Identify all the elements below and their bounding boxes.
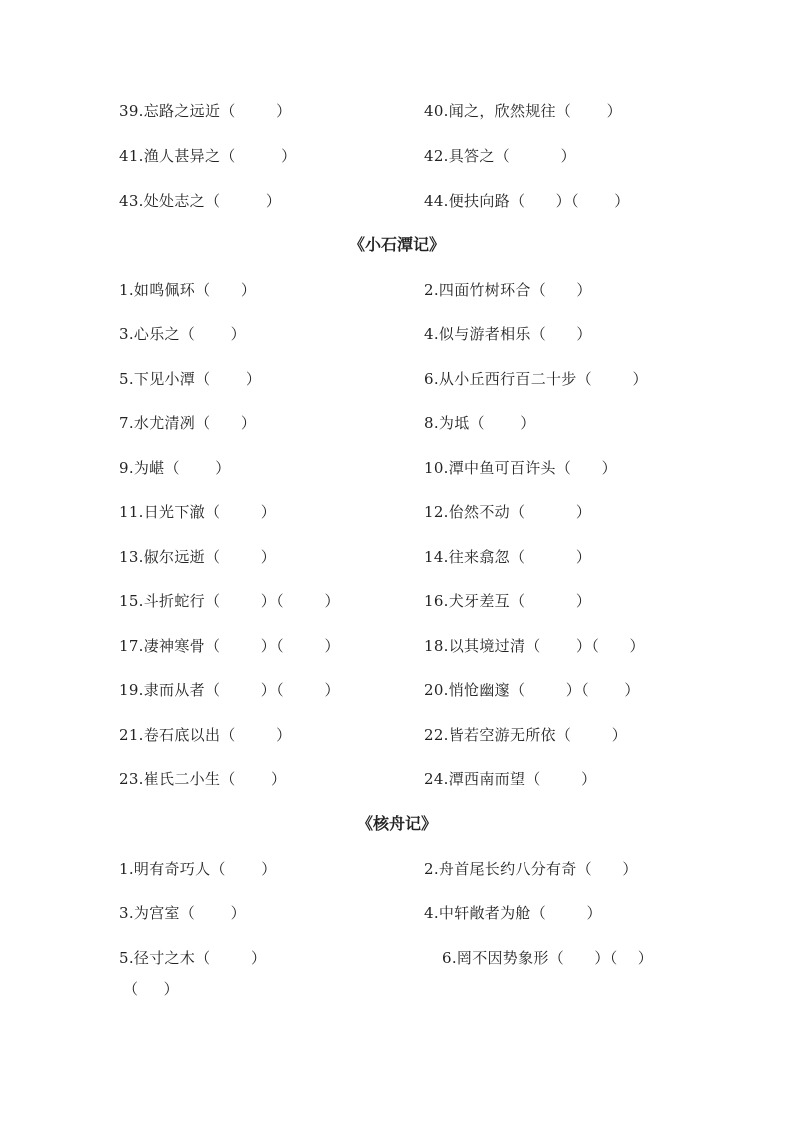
question-item: 1.如鸣佩环（ ） — [119, 281, 257, 299]
question-item: 11.日光下澈（ ） — [119, 503, 277, 521]
question-item: 3.为宫室（ ） — [119, 904, 246, 922]
question-item: 2.舟首尾长约八分有奇（ ） — [424, 860, 638, 878]
question-item: 9.为嵁（ ） — [119, 459, 231, 477]
section-title-xiaoshitanji: 《小石潭记》 — [348, 235, 445, 254]
question-item: 14.往来翕忽（ ） — [424, 548, 592, 566]
question-item: 1.明有奇巧人（ ） — [119, 860, 277, 878]
question-item: 6.罔不因势象形（ ）（ ） — [442, 949, 654, 967]
question-item: 24.潭西南而望（ ） — [424, 770, 597, 788]
question-item: 5.径寸之木（ ） — [119, 949, 267, 967]
question-item: 4.中轩敞者为舱（ ） — [424, 904, 602, 922]
question-item: 5.下见小潭（ ） — [119, 370, 262, 388]
section-title-hezhouji: 《核舟记》 — [356, 814, 437, 833]
question-item: 17.凄神寒骨（ ）（ ） — [119, 637, 340, 655]
question-item: 23.崔氏二小生（ ） — [119, 770, 287, 788]
question-item: 21.卷石底以出（ ） — [119, 726, 292, 744]
question-item: 10.潭中鱼可百许头（ ） — [424, 459, 617, 477]
question-item: 4.似与游者相乐（ ） — [424, 325, 592, 343]
question-item: 7.水尤清冽（ ） — [119, 414, 257, 432]
question-item-continuation: （ ） — [123, 980, 179, 998]
question-item: 6.从小丘西行百二十步（ ） — [424, 370, 648, 388]
question-item: 19.隶而从者（ ）（ ） — [119, 681, 340, 699]
question-item: 15.斗折蛇行（ ）（ ） — [119, 592, 340, 610]
question-40: 40.闻之，欣然规往（ ） — [424, 102, 622, 120]
question-44: 44.便扶向路（ ）（ ） — [424, 192, 630, 210]
question-43: 43.处处志之（ ） — [119, 192, 282, 210]
question-41: 41.渔人甚异之（ ） — [119, 147, 297, 165]
question-item: 22.皆若空游无所依（ ） — [424, 726, 628, 744]
question-item: 8.为坻（ ） — [424, 414, 536, 432]
question-item: 12.佁然不动（ ） — [424, 503, 592, 521]
question-item: 13.俶尔远逝（ ） — [119, 548, 277, 566]
question-item: 18.以其境过清（ ）（ ） — [424, 637, 645, 655]
question-item: 3.心乐之（ ） — [119, 325, 246, 343]
question-39: 39.忘路之远近（ ） — [119, 102, 292, 120]
question-item: 20.悄怆幽邃（ ）（ ） — [424, 681, 640, 699]
question-item: 2.四面竹树环合（ ） — [424, 281, 592, 299]
question-item: 16.犬牙差互（ ） — [424, 592, 592, 610]
question-42: 42.具答之（ ） — [424, 147, 576, 165]
